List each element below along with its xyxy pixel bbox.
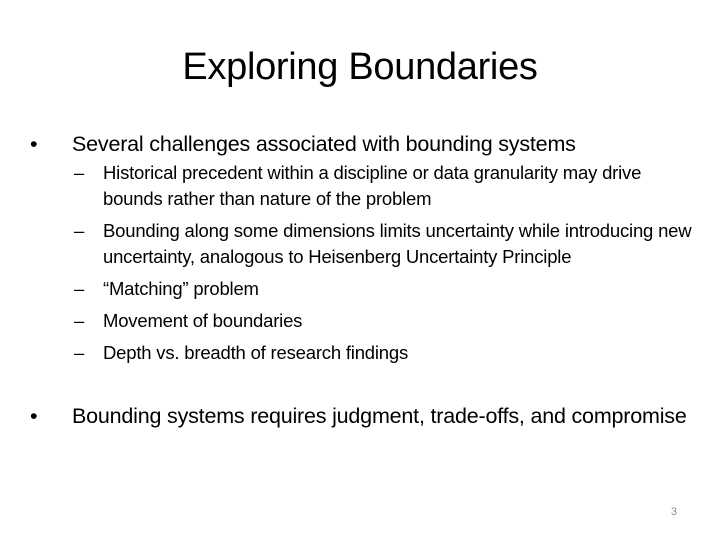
sub-bullet-text: Bounding along some dimensions limits uncertainty while introducing new uncertainty, analogous to Heisenberg Uncertainty Principle bbox=[103, 220, 692, 267]
bullet-marker: • bbox=[30, 404, 38, 428]
dash-marker: – bbox=[74, 342, 85, 363]
dash-marker: – bbox=[74, 310, 85, 331]
sub-bullet-item bbox=[74, 218, 694, 270]
dash-marker: – bbox=[74, 278, 85, 299]
sub-bullet-item bbox=[74, 276, 694, 302]
sub-bullet-list bbox=[74, 160, 694, 372]
bullet-text: Bounding systems requires judgment, trade-offs, and compromise bbox=[72, 404, 687, 428]
sub-bullet-item bbox=[74, 160, 694, 212]
sub-bullet-item bbox=[74, 340, 694, 366]
page-number: 3 bbox=[670, 506, 677, 518]
bullet-item bbox=[30, 130, 690, 158]
sub-bullet-text: Movement of boundaries bbox=[103, 310, 303, 331]
dash-marker: – bbox=[74, 162, 85, 183]
bullet-text: Several challenges associated with bounding systems bbox=[72, 132, 576, 156]
bullet-item bbox=[30, 402, 690, 430]
dash-marker: – bbox=[74, 220, 85, 241]
sub-bullet-text: Historical precedent within a discipline or data granularity may drive bounds rather than nature of the problem bbox=[103, 162, 642, 209]
bullet-marker: • bbox=[30, 132, 38, 156]
sub-bullet-text: Depth vs. breadth of research findings bbox=[103, 342, 409, 363]
slide-title: Exploring Boundaries bbox=[182, 46, 538, 88]
sub-bullet-text: “Matching” problem bbox=[103, 278, 259, 299]
sub-bullet-item bbox=[74, 308, 694, 334]
